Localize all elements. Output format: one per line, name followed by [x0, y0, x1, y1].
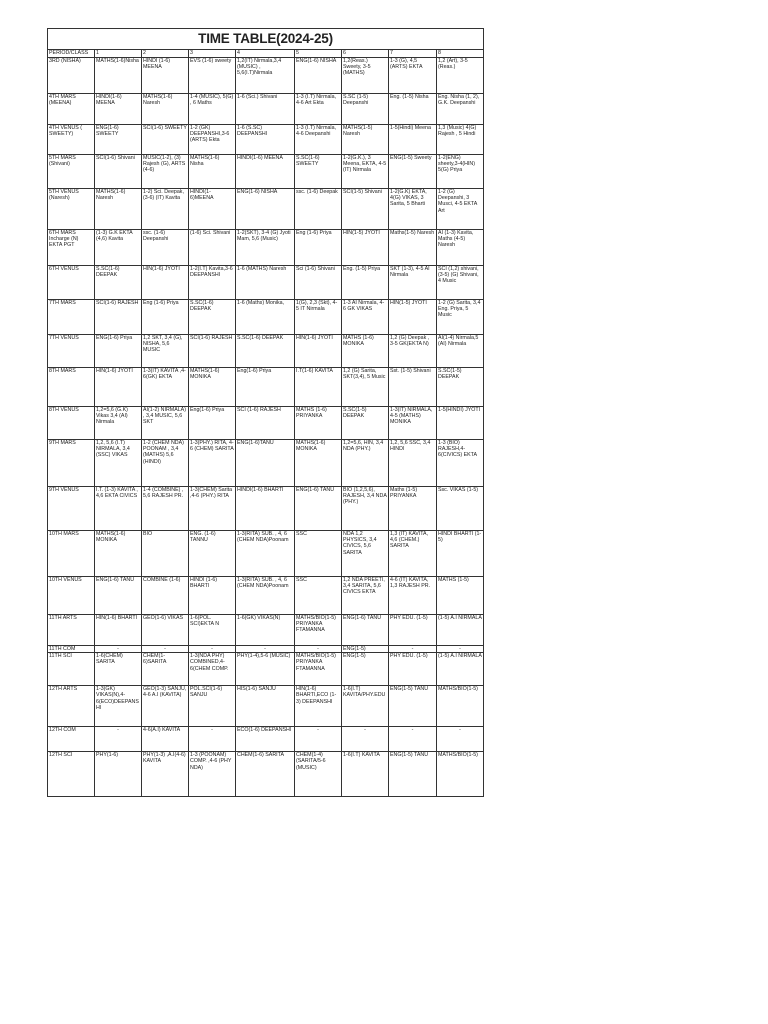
- table-cell: 1-3 AI Nirmala, 4-6 GK VIKAS: [342, 300, 389, 335]
- table-cell: SCI(1-6) Shivani: [95, 155, 142, 189]
- table-cell: 1-5(HINDI) JYOTI: [437, 407, 484, 440]
- class-label: 12TH ARTS: [48, 686, 95, 727]
- table-cell: 1,2 NDA PREETI, 3,4 SARITA, 5,6 CIVICS EKTA: [342, 577, 389, 615]
- timetable-body: [48, 58, 484, 797]
- table-row: [48, 125, 484, 155]
- table-cell: HIN(1-5) JYOTI: [389, 300, 437, 335]
- table-row: [48, 94, 484, 125]
- table-cell: BIO (1,2,5,6), RAJESH, 3,4 NDA (PHY.): [342, 487, 389, 531]
- table-cell: 1-6(POL. SCI)EKTA N: [189, 615, 236, 646]
- table-cell: AI(1-4) Nirmala,5 (AI) Nirmala: [437, 335, 484, 368]
- table-cell: S.SC(1-5) DEEPAK: [437, 368, 484, 407]
- table-cell: Sci (1-6) Shivani: [295, 266, 342, 300]
- table-cell: MATHS/BIO(1-5) PRIYANKA FTAMANNA: [295, 653, 342, 686]
- table-cell: MATHS/BIO(1-5): [437, 686, 484, 727]
- table-cell: S.SC(1-6) DEEPAK: [236, 335, 295, 368]
- table-cell: SCI(1-6) SWEETY: [142, 125, 189, 155]
- table-cell: 1-2(ENG) sheety,3-4(HIN) 5(G) Priya: [437, 155, 484, 189]
- class-label: 12TH COM: [48, 727, 95, 752]
- table-cell: Sst. (1-5) Shivani: [389, 368, 437, 407]
- table-cell: MATHS(1-6) Naresh: [142, 94, 189, 125]
- table-cell: 1-6(CHEM) SARITA: [95, 653, 142, 686]
- table-cell: 1-2 (G) Deepanshi, 3 Musci, 4-5 EKTA Art: [437, 189, 484, 230]
- class-label: 6TH MARS Incharge (N) EKTA PGT: [48, 230, 95, 266]
- table-row: [48, 155, 484, 189]
- page-title: TIME TABLE(2024-25): [48, 29, 484, 50]
- table-cell: ENG(1-6) NISHA: [236, 189, 295, 230]
- table-cell: Eng. (1-5) Nisha: [389, 94, 437, 125]
- table-cell: 1-3 (G), 4,5 (ARTS) EKTA: [389, 58, 437, 94]
- table-cell: -: [95, 727, 142, 752]
- table-cell: ssc. (1-6) Deepak: [295, 189, 342, 230]
- table-cell: PHY(1-6): [95, 752, 142, 797]
- table-cell: CHEM(1-4)(SARITA/5-6 (MUSIC): [295, 752, 342, 797]
- table-cell: 1-4 (MUSIC), 5(G) , 6 Maths: [189, 94, 236, 125]
- header-period-6: 6: [342, 50, 389, 58]
- table-cell: -: [189, 727, 236, 752]
- table-cell: 1-3(IT) KAVITA ,4-6(GK) EKTA: [142, 368, 189, 407]
- table-cell: Eng. (1-5) Priya: [342, 266, 389, 300]
- table-cell: PHY(1-4),5-6 (MUSIC): [236, 653, 295, 686]
- class-label: 12TH SCI: [48, 752, 95, 797]
- table-row: [48, 440, 484, 487]
- table-cell: -: [189, 646, 236, 653]
- table-row: [48, 300, 484, 335]
- class-label: 10TH VENUS: [48, 577, 95, 615]
- table-cell: CHEM(1-6) SARITA: [236, 752, 295, 797]
- table-cell: 1,2, 5,6 (I.T) NIRMALA, 3,4 (SSC) VIKAS: [95, 440, 142, 487]
- table-cell: 1-3(CHEM) Sarita ,4-6 (PHY.) RITA: [189, 487, 236, 531]
- table-cell: GEO(1-6) VIKAS: [142, 615, 189, 646]
- table-cell: 1-6(I.T) KAVITA/PHY.EDU: [342, 686, 389, 727]
- table-cell: (1-3) G.K EKTA (4,6) Kavita: [95, 230, 142, 266]
- table-row: [48, 487, 484, 531]
- class-label: 11TH SCI: [48, 653, 95, 686]
- table-cell: GEO(1-3) SANJU, 4-6 A.I (KAVITA): [142, 686, 189, 727]
- class-label: 4TH MARS (MEENA): [48, 94, 95, 125]
- table-cell: HINDI (1-6) BHARTI: [189, 577, 236, 615]
- header-period-3: 3: [189, 50, 236, 58]
- table-cell: MATHS(1-6) Naresh: [95, 189, 142, 230]
- table-cell: Eng(1-6) Priya: [236, 368, 295, 407]
- header-period-class: PERIOD/CLASS: [48, 50, 95, 58]
- table-cell: SCI(1-6) RAJESH: [189, 335, 236, 368]
- table-cell: HINDI(1-6) MEENA: [236, 155, 295, 189]
- table-cell: ENG(1-6) NISHA: [295, 58, 342, 94]
- class-label: 8TH VENUS: [48, 407, 95, 440]
- table-cell: EVS (1-6) sweety: [189, 58, 236, 94]
- class-label: 7TH MARS: [48, 300, 95, 335]
- table-cell: ENG(1-6) Priya: [95, 335, 142, 368]
- table-cell: 4-6 (IT) KAVITA, 1,3 RAJESH PR.: [389, 577, 437, 615]
- table-cell: S.SC (1-5) Deepanshi: [342, 94, 389, 125]
- table-cell: -: [342, 727, 389, 752]
- table-cell: -: [95, 646, 142, 653]
- table-cell: PHY EDU. (1-5): [389, 653, 437, 686]
- table-cell: S.SC(1-6) DEEPAK: [95, 266, 142, 300]
- table-row: [48, 407, 484, 440]
- table-cell: POL.SCI(1-6) SANJU: [189, 686, 236, 727]
- table-cell: 1-4 (COMBINE) , 5,6 RAJESH PR.: [142, 487, 189, 531]
- table-cell: ENG(1-6) TANU: [95, 577, 142, 615]
- table-row: [48, 615, 484, 646]
- table-cell: 1-3(RITA) SUB. , 4, 6 (CHEM NDA)Poonam: [236, 531, 295, 577]
- table-cell: NDA 1,2 PHYSICS, 3,4 CIVICS, 5,6 SARITA: [342, 531, 389, 577]
- table-cell: -: [437, 646, 484, 653]
- header-period-2: 2: [142, 50, 189, 58]
- class-label: 10TH MARS: [48, 531, 95, 577]
- table-cell: 1-6(I.T) KAVITA: [342, 752, 389, 797]
- table-cell: 1-2 (G) Sarita, 3,4 Eng. Priya, 5 Music: [437, 300, 484, 335]
- table-cell: -: [295, 646, 342, 653]
- table-cell: SSC: [295, 577, 342, 615]
- table-cell: 1-2 (CHEM NDA) POONAM , 3,4 (MATHS) 5,6 (HINDI): [142, 440, 189, 487]
- table-cell: HINDI (1-6) MEENA: [142, 58, 189, 94]
- table-cell: AI (1-3) Kavita, Maths (4-5) Naresh: [437, 230, 484, 266]
- table-row: [48, 335, 484, 368]
- table-cell: CHEM(1-6)SARITA: [142, 653, 189, 686]
- table-cell: 1-3 (I.T) Nirmala, 4-6 Deepanshi: [295, 125, 342, 155]
- table-cell: ENG(1-5) Sweety: [389, 155, 437, 189]
- table-row: [48, 646, 484, 653]
- table-cell: SCI (1-6) RAJESH: [236, 407, 295, 440]
- table-cell: ENG(1-5) TANU: [389, 686, 437, 727]
- table-cell: 1-3(RITA) SUB. , 4, 6 (CHEM NDA)Poonam: [236, 577, 295, 615]
- table-cell: -: [295, 727, 342, 752]
- table-cell: 1,2=5,6 (G.K) Vikas 3,4 (AI) Nirmala: [95, 407, 142, 440]
- table-cell: 1-3(GK) VIKAS(N),4-6(ECO)DEEPANSHI: [95, 686, 142, 727]
- table-row: [48, 58, 484, 94]
- header-period-8: 8: [437, 50, 484, 58]
- class-label: 5TH VENUS (Naresh): [48, 189, 95, 230]
- table-cell: Ssc. VIKAS (1-5): [437, 487, 484, 531]
- table-cell: 1-2(G.K.), 3 Meena, EKTA, 4-5 (IT) Nirmala: [342, 155, 389, 189]
- table-cell: ENG(1-6) SWEETY: [95, 125, 142, 155]
- table-cell: HIN(1-6) JYOTI: [295, 335, 342, 368]
- table-cell: 1-3(IT) NIRMALA, 4-5 (MATHS) MONIKA: [389, 407, 437, 440]
- table-cell: MATHS(1-6) MONIKA: [95, 531, 142, 577]
- table-cell: Maths (1-5) PRIYANKA: [389, 487, 437, 531]
- table-cell: -: [389, 646, 437, 653]
- table-cell: SCI(1-5) Shivani: [342, 189, 389, 230]
- table-cell: 1,3 (Music) 4(G) Rajesh , 5 Hindi: [437, 125, 484, 155]
- table-cell: 1(G), 2,3 (Skt), 4-5 IT Nirmala: [295, 300, 342, 335]
- table-cell: HINDI(1-6) BHARTI: [236, 487, 295, 531]
- table-cell: HIN(1-6) BHARTI: [95, 615, 142, 646]
- table-cell: S.SC(1-6) DEEPAK: [189, 300, 236, 335]
- table-cell: COMBINE (1-6): [142, 577, 189, 615]
- table-cell: ENG(1-6)TANU: [236, 440, 295, 487]
- table-cell: Eng (1-6) Priya: [295, 230, 342, 266]
- table-cell: 1-3(PHY.) RITA, 4-6 (CHEM) SARITA: [189, 440, 236, 487]
- header-period-4: 4: [236, 50, 295, 58]
- table-cell: MUSIC(1-2), (3) Rajesh (G), ARTS (4-6): [142, 155, 189, 189]
- table-cell: PHY(1-3) ,A.I(4-6) KAVITA: [142, 752, 189, 797]
- table-cell: -: [142, 646, 189, 653]
- table-cell: Maths(1-5) Naresh: [389, 230, 437, 266]
- table-cell: MATHS (1-6) PRIYANKA: [295, 407, 342, 440]
- table-cell: ENG(1-5): [342, 646, 389, 653]
- header-row: [48, 50, 484, 58]
- table-cell: -: [389, 727, 437, 752]
- table-row: [48, 230, 484, 266]
- table-cell: MATHS/BIO(1-5) PRIYANKA FTAMANNA: [295, 615, 342, 646]
- table-row: [48, 531, 484, 577]
- table-cell: I.T(1-6) KAVITA: [295, 368, 342, 407]
- table-cell: 1,3 (IT) KAVITA, 4,6 (CHEM.) SARITA: [389, 531, 437, 577]
- timetable: [47, 28, 484, 797]
- table-row: [48, 577, 484, 615]
- table-cell: 1-2(G.K) EKTA, 4(G) VIKAS, 3 Sarita, 5 Bharti: [389, 189, 437, 230]
- table-cell: HINDI(1-6) MEENA: [95, 94, 142, 125]
- class-label: 7TH VENUS: [48, 335, 95, 368]
- class-label: 8TH MARS: [48, 368, 95, 407]
- table-cell: PHY EDU. (1-5): [389, 615, 437, 646]
- class-label: 11TH ARTS: [48, 615, 95, 646]
- table-cell: ENG(1-6) TANU: [342, 615, 389, 646]
- table-cell: 1-3 (POONAM) COMP. ,4-6 (PHY NDA): [189, 752, 236, 797]
- header-period-1: 1: [95, 50, 142, 58]
- table-cell: MATHS(1-6) Nisha: [189, 155, 236, 189]
- table-row: [48, 727, 484, 752]
- table-cell: Eng(1-6) Priya: [189, 407, 236, 440]
- table-cell: MATHS(1-5) Naresh: [342, 125, 389, 155]
- table-cell: 1-6 (Sci.) Shivani: [236, 94, 295, 125]
- table-cell: 1,2(IT) Nirmala,3,4 (MUSIC) , 5,6(I.T)Nirmala: [236, 58, 295, 94]
- table-cell: SKT (1-3), 4-5 AI Nirmala: [389, 266, 437, 300]
- table-cell: ENG(1-6) TANU: [295, 487, 342, 531]
- table-cell: 1,2 (Art), 3-5 (Reas.): [437, 58, 484, 94]
- table-cell: 1,2 (G) Sarita, SKT(3,4), 5 Music: [342, 368, 389, 407]
- table-cell: 1,2=5,6, HIN, 3,4 NDA (PHY.): [342, 440, 389, 487]
- table-cell: S.SC(1-6) SWEETY: [295, 155, 342, 189]
- table-cell: SCI(1-6) RAJESH: [95, 300, 142, 335]
- table-row: [48, 686, 484, 727]
- table-cell: 1,2 (G) Deepak , 3-5 GK(EKTA N): [389, 335, 437, 368]
- table-cell: 1-2) Sci. Deepak, (3-6) (IT) Kavita: [142, 189, 189, 230]
- table-cell: MATHS(1-6) MONIKA: [189, 368, 236, 407]
- table-row: [48, 752, 484, 797]
- table-cell: HIN(1-6) BHARTI,ECO (1-3) DEEPANSHI: [295, 686, 342, 727]
- table-cell: 1-6(GK) VIKAS(N): [236, 615, 295, 646]
- table-cell: MATHS (1-5): [437, 577, 484, 615]
- table-cell: ECO(1-6) DEEPANSHI: [236, 727, 295, 752]
- class-label: 4TH VENUS ( SWEETY): [48, 125, 95, 155]
- table-cell: ENG. (1-6) TANNU: [189, 531, 236, 577]
- table-row: [48, 368, 484, 407]
- table-cell: 1-3 (BIO) RAJESH,4-6(CIVICS) EKTA: [437, 440, 484, 487]
- table-cell: MATHS(1-6) MONIKA: [295, 440, 342, 487]
- table-row: [48, 189, 484, 230]
- table-cell: (1-6) Sci. Shivani: [189, 230, 236, 266]
- header-period-5: 5: [295, 50, 342, 58]
- table-cell: HINDI BHARTI (1-5): [437, 531, 484, 577]
- table-cell: I.T. (1-3) KAVITA , 4,6 EKTA CIVICS: [95, 487, 142, 531]
- table-cell: 1-5(Hindi) Meena: [389, 125, 437, 155]
- class-label: 9TH MARS: [48, 440, 95, 487]
- table-cell: -: [236, 646, 295, 653]
- table-cell: ssc. (1-6) Deepanshi: [142, 230, 189, 266]
- class-label: 5TH MARS (Shivani): [48, 155, 95, 189]
- table-cell: -: [437, 727, 484, 752]
- table-cell: HIN(1-6) JYOTI: [142, 266, 189, 300]
- class-label: 9TH VENUS: [48, 487, 95, 531]
- table-cell: MATHS(1-6)Nisha: [95, 58, 142, 94]
- class-label: 6TH VENUS: [48, 266, 95, 300]
- table-cell: 1-6 (S.SC) DEEPANSHI: [236, 125, 295, 155]
- table-cell: 1-3(NDA PHY) COMBINED,4-6(CHEM COMP.: [189, 653, 236, 686]
- table-cell: HIN(1-5) JYOTI: [342, 230, 389, 266]
- table-cell: HIN(1-6) JYOTI: [95, 368, 142, 407]
- table-cell: SSC: [295, 531, 342, 577]
- table-cell: HINDI(1-6)MEENA: [189, 189, 236, 230]
- table-cell: 1-3 (I.T) Nirmala, 4-6 Art Ekta: [295, 94, 342, 125]
- table-cell: S.SC(1-5) DEEPAK: [342, 407, 389, 440]
- table-cell: 1-2(I.T) Kavita,3-6 DEEPANSHI: [189, 266, 236, 300]
- table-cell: BIO: [142, 531, 189, 577]
- table-cell: 1,2 SKT, 3,4 (G), NISHA, 5,6 MUSIC: [142, 335, 189, 368]
- table-cell: (1-5) A.I NIRMALA: [437, 653, 484, 686]
- table-cell: 1-2 (GK) DEEPANSHI,3-6 (ARTS) Ekta: [189, 125, 236, 155]
- table-cell: MATHS (1-6) MONIKA: [342, 335, 389, 368]
- table-cell: 1-2(SKT), 3-4 (G) Jyoti Mam, 5,6 (Music): [236, 230, 295, 266]
- class-label: 3RD (NISHA): [48, 58, 95, 94]
- timetable-sheet: [47, 28, 483, 797]
- table-cell: Eng. Nisha (1, 2), G.K. Deepanshi: [437, 94, 484, 125]
- header-period-7: 7: [389, 50, 437, 58]
- table-cell: 1-6 (MATHS) Naresh: [236, 266, 295, 300]
- table-cell: ENG(1-5): [342, 653, 389, 686]
- table-cell: 1,2(Reas.) Sweety, 3-5 (MATHS): [342, 58, 389, 94]
- class-label: 11TH COM: [48, 646, 95, 653]
- table-row: [48, 266, 484, 300]
- table-cell: 1,2, 5,6 SSC, 3,4 HINDI: [389, 440, 437, 487]
- table-cell: ENG(1-5) TANU: [389, 752, 437, 797]
- table-cell: 4-6(A.I) KAVITA: [142, 727, 189, 752]
- table-cell: SCI (1,2) shivani, (3-5) (G) Shivani, 4 Music: [437, 266, 484, 300]
- table-cell: Eng (1-6) Priya: [142, 300, 189, 335]
- table-cell: AI(1-2) NIRMALA) , 3,4 MUSIC, 5,6 SKT: [142, 407, 189, 440]
- table-cell: (1-5) A.I NIRMALA: [437, 615, 484, 646]
- table-cell: HIS(1-6) SANJU: [236, 686, 295, 727]
- table-row: [48, 653, 484, 686]
- table-cell: 1-6 (Maths) Monika,: [236, 300, 295, 335]
- table-cell: MATHS/BIO(1-5): [437, 752, 484, 797]
